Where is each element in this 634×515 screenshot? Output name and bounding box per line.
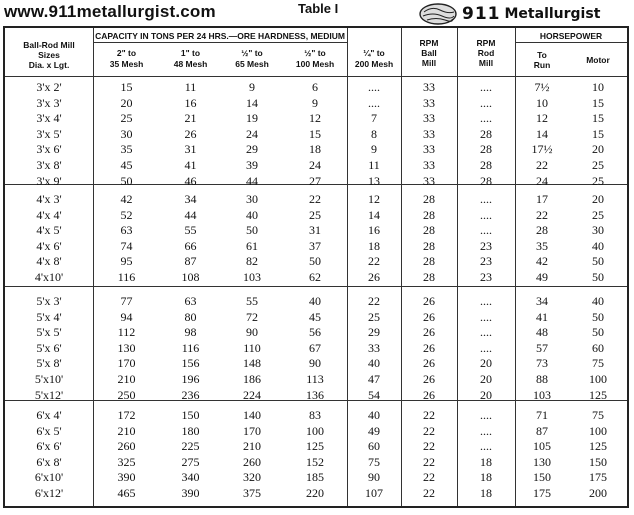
mill-size: 4'x 6' (36, 238, 62, 253)
mill-size: 4'x 4' (36, 207, 62, 222)
mill-size: 4'x 3' (36, 192, 62, 206)
hp-to-run: 87 (536, 423, 548, 438)
hp-to-run: 24 (536, 173, 548, 188)
table-title: Table I (298, 1, 339, 16)
capacity-48-mesh: 108 (181, 270, 200, 284)
mesh-header-line2: 35 Mesh (109, 59, 144, 69)
capacity-200-mesh: .... (368, 80, 380, 94)
mill-size: 6'x 8' (36, 454, 62, 469)
horsepower-header: HORSEPOWER (539, 31, 603, 41)
hp-to-run: 7½ (534, 80, 550, 94)
rpm-ball-mill: 28 (423, 223, 435, 238)
hp-to-run: 42 (536, 254, 548, 269)
capacity-65-mesh: 40 (246, 207, 258, 222)
capacity-65-mesh: 170 (243, 423, 261, 438)
rpm-ball-mill: 33 (423, 126, 435, 141)
capacity-100-mesh: 125 (306, 439, 324, 454)
mesh-header-line1: ½" to (304, 48, 326, 58)
rpm-rod-mill: .... (480, 192, 492, 206)
rpm-rod-mill: .... (480, 309, 492, 324)
hp-to-run: 150 (533, 470, 551, 485)
capacity-35-mesh: 15 (120, 80, 133, 94)
rpm-rod-mill: 28 (480, 158, 492, 172)
capacity-table (3, 26, 629, 508)
hp-motor: 125 (589, 439, 607, 454)
mesh-header-line2: 200 Mesh (354, 59, 394, 69)
hp-motor: 50 (592, 270, 604, 284)
capacity-65-mesh: 24 (246, 126, 258, 141)
capacity-200-mesh: 26 (368, 270, 380, 284)
capacity-35-mesh: 260 (117, 439, 136, 454)
capacity-200-mesh: 107 (365, 486, 383, 500)
capacity-100-mesh: 90 (309, 356, 321, 371)
capacity-35-mesh: 77 (120, 294, 133, 308)
capacity-100-mesh: 83 (309, 408, 321, 422)
hp-motor: 40 (592, 294, 604, 308)
mesh-header-line2: 48 Mesh (173, 59, 208, 69)
hp-to-run: 17 (536, 192, 548, 206)
capacity-48-mesh: 16 (184, 95, 197, 110)
capacity-200-mesh: 60 (368, 439, 380, 454)
capacity-65-mesh: 103 (243, 270, 261, 284)
rpm-ball-mill: 28 (423, 254, 435, 269)
capacity-100-mesh: 67 (309, 340, 321, 355)
capacity-200-mesh: 18 (368, 238, 380, 253)
rpm-ball-mill: 22 (423, 454, 435, 469)
rpm-ball-mill: 26 (423, 309, 435, 324)
hp-motor: 75 (592, 408, 604, 422)
capacity-100-mesh: 27 (309, 173, 321, 188)
rpm-ball-mill: 33 (423, 111, 435, 126)
capacity-35-mesh: 172 (117, 408, 136, 422)
hp-to-run: 57 (536, 340, 548, 355)
horsepower-header-rule (515, 42, 627, 43)
capacity-100-mesh: 56 (309, 325, 321, 340)
capacity-35-mesh: 325 (117, 454, 136, 469)
mill-size: 4'x 8' (36, 254, 62, 269)
rpm-ball-mill: 33 (423, 142, 435, 157)
capacity-65-mesh: 30 (246, 192, 258, 206)
hp-motor: 175 (589, 470, 607, 485)
capacity-100-mesh: 100 (306, 423, 324, 438)
capacity-65-mesh: 224 (243, 387, 261, 402)
mesh-header-line2: 100 Mesh (295, 59, 335, 69)
capacity-35-mesh: 30 (120, 126, 133, 141)
hp-motor: 50 (592, 254, 604, 269)
capacity-48-mesh: 21 (184, 111, 197, 126)
rpm-ball-header: Ball (421, 48, 437, 58)
hp-motor: 20 (592, 142, 604, 157)
rpm-rod-mill: 18 (480, 470, 492, 485)
capacity-48-mesh: 26 (184, 126, 197, 141)
hp-motor: 125 (589, 387, 607, 402)
capacity-header-rule (93, 42, 347, 43)
hp-motor: 100 (589, 423, 607, 438)
group-divider (5, 286, 627, 287)
capacity-200-mesh: 54 (368, 387, 380, 402)
rpm-rod-header: Rod (477, 48, 495, 58)
hp-to-run: 35 (536, 238, 548, 253)
rpm-rod-mill: 28 (480, 173, 492, 188)
mill-size: 6'x 4' (36, 408, 62, 422)
capacity-48-mesh: 116 (181, 340, 200, 355)
mill-size: 5'x 5' (36, 325, 62, 340)
capacity-65-mesh: 14 (246, 95, 258, 110)
capacity-200-mesh: 7 (371, 111, 377, 126)
capacity-48-mesh: 390 (181, 486, 200, 500)
capacity-200-mesh: 13 (368, 173, 380, 188)
capacity-35-mesh: 50 (120, 173, 133, 188)
rpm-ball-mill: 26 (423, 372, 435, 386)
rpm-rod-mill: .... (480, 325, 492, 340)
rpm-ball-mill: 33 (423, 158, 435, 172)
capacity-35-mesh: 25 (120, 111, 133, 126)
rpm-rod-header: RPM (476, 38, 496, 48)
hp-to-run: 17½ (531, 142, 553, 157)
capacity-48-mesh: 66 (184, 238, 197, 253)
capacity-65-mesh: 260 (243, 454, 261, 469)
hp-to-run: 22 (536, 207, 548, 222)
capacity-35-mesh: 94 (120, 309, 133, 324)
rpm-ball-mill: 33 (423, 80, 435, 94)
hp-motor: 10 (592, 80, 604, 94)
capacity-65-mesh: 210 (243, 439, 261, 454)
capacity-200-mesh: 40 (368, 408, 380, 422)
capacity-48-mesh: 196 (181, 372, 200, 386)
rpm-ball-mill: 26 (423, 325, 435, 340)
rpm-ball-mill: 26 (423, 340, 435, 355)
capacity-200-mesh: 40 (368, 356, 380, 371)
hp-motor: 30 (592, 223, 604, 238)
capacity-48-mesh: 180 (181, 423, 200, 438)
mill-size: 3'x 5' (36, 126, 62, 141)
mill-size: 5'x 4' (36, 309, 62, 324)
capacity-200-mesh: 11 (368, 158, 380, 172)
capacity-48-mesh: 44 (184, 207, 197, 222)
capacity-200-mesh: 22 (368, 254, 380, 269)
capacity-100-mesh: 22 (309, 192, 321, 206)
hp-motor: 15 (592, 95, 604, 110)
hp-motor: 150 (589, 454, 607, 469)
rpm-rod-header: Mill (478, 58, 494, 68)
rpm-ball-mill: 26 (423, 387, 435, 402)
hp-to-run: 175 (533, 486, 551, 500)
rpm-rod-mill: 18 (480, 486, 492, 500)
capacity-100-mesh: 18 (309, 142, 321, 157)
capacity-65-mesh: 19 (246, 111, 258, 126)
mill-size: 6'x 6' (36, 439, 62, 454)
mill-size: 3'x 9' (36, 173, 62, 188)
mill-size: 3'x 3' (36, 95, 62, 110)
brand-name: Metallurgist (504, 6, 601, 22)
capacity-48-mesh: 80 (184, 309, 197, 324)
hp-to-run: 105 (533, 439, 551, 454)
hp-motor: 60 (592, 340, 604, 355)
mill-size: 6'x10' (34, 470, 64, 485)
hp-to-run: 73 (536, 356, 548, 371)
ore-rock-icon (418, 2, 458, 26)
mesh-header-line1: ½" to (241, 48, 263, 58)
hp-to-run: 71 (536, 408, 548, 422)
mill-size: 4'x10' (34, 270, 64, 284)
rpm-rod-mill: .... (480, 439, 492, 454)
mesh-header-line2: 65 Mesh (235, 59, 269, 69)
capacity-200-mesh: 14 (368, 207, 380, 222)
rpm-rod-mill: .... (480, 408, 492, 422)
capacity-100-mesh: 37 (309, 238, 321, 253)
rpm-ball-mill: 28 (423, 207, 435, 222)
capacity-35-mesh: 52 (120, 207, 133, 222)
hp-motor: 50 (592, 309, 604, 324)
rpm-ball-mill: 28 (423, 238, 435, 253)
capacity-35-mesh: 130 (117, 340, 136, 355)
hp-to-run: 88 (536, 372, 548, 386)
rpm-rod-mill: .... (480, 95, 492, 110)
rpm-rod-mill: 28 (480, 126, 492, 141)
hp-motor: 20 (592, 192, 604, 206)
mill-size: 5'x10' (34, 372, 64, 386)
capacity-65-mesh: 320 (243, 470, 261, 485)
website-url: www.911metallurgist.com (4, 2, 216, 21)
rpm-rod-mill: 20 (480, 372, 492, 386)
capacity-48-mesh: 156 (181, 356, 200, 371)
mill-size: 3'x 2' (36, 80, 62, 94)
mill-size: 5'x 8' (36, 356, 62, 371)
rpm-rod-mill: 23 (480, 270, 492, 284)
rpm-ball-mill: 22 (423, 423, 435, 438)
mesh-header-line1: ¼" to (363, 48, 385, 58)
capacity-100-mesh: 220 (306, 486, 324, 500)
capacity-65-mesh: 55 (246, 294, 258, 308)
capacity-48-mesh: 340 (181, 470, 200, 485)
capacity-200-mesh: .... (368, 95, 380, 110)
capacity-100-mesh: 12 (309, 111, 321, 126)
rpm-ball-header: Mill (421, 58, 437, 68)
hp-to-run-header: To (537, 50, 547, 60)
capacity-100-mesh: 6 (312, 80, 318, 94)
hp-to-run: 48 (536, 325, 548, 340)
capacity-200-mesh: 90 (368, 470, 380, 485)
rpm-rod-mill: .... (480, 340, 492, 355)
capacity-48-mesh: 63 (184, 294, 197, 308)
capacity-48-mesh: 225 (181, 439, 200, 454)
rpm-ball-mill: 26 (423, 356, 435, 371)
capacity-200-mesh: 12 (368, 192, 380, 206)
rpm-rod-mill: 28 (480, 142, 492, 157)
capacity-65-mesh: 44 (246, 173, 258, 188)
hp-to-run: 10 (536, 95, 548, 110)
hp-motor: 40 (592, 238, 604, 253)
capacity-65-mesh: 50 (246, 223, 258, 238)
capacity-200-mesh: 75 (368, 454, 380, 469)
capacity-100-mesh: 31 (309, 223, 321, 238)
hp-motor: 200 (589, 486, 607, 500)
hp-to-run: 41 (536, 309, 548, 324)
capacity-48-mesh: 34 (184, 192, 197, 206)
capacity-200-mesh: 33 (368, 340, 380, 355)
hp-motor: 25 (592, 207, 604, 222)
capacity-35-mesh: 35 (120, 142, 133, 157)
capacity-100-mesh: 40 (309, 294, 321, 308)
capacity-48-mesh: 236 (181, 387, 200, 402)
mill-size: 5'x 3' (36, 294, 62, 308)
capacity-65-mesh: 9 (249, 80, 255, 94)
size-header-line3: Dia. x Lgt. (28, 60, 70, 70)
hp-to-run: 12 (536, 111, 548, 126)
hp-motor: 25 (592, 158, 604, 172)
hp-motor: 25 (592, 173, 604, 188)
hp-to-run-header: Run (533, 60, 551, 70)
capacity-65-mesh: 148 (243, 356, 261, 371)
hp-to-run: 14 (536, 126, 548, 141)
hp-to-run: 28 (536, 223, 548, 238)
rpm-ball-header: RPM (419, 38, 439, 48)
capacity-48-mesh: 87 (184, 254, 197, 269)
rpm-rod-mill: 23 (480, 238, 492, 253)
capacity-100-mesh: 152 (306, 454, 324, 469)
capacity-100-mesh: 62 (309, 270, 321, 284)
hp-motor: 75 (592, 356, 604, 371)
capacity-48-mesh: 275 (181, 454, 200, 469)
rpm-ball-mill: 28 (423, 192, 435, 206)
hp-motor: 15 (592, 126, 604, 141)
mill-size: 4'x 5' (36, 223, 62, 238)
capacity-65-mesh: 375 (243, 486, 261, 500)
capacity-35-mesh: 116 (117, 270, 136, 284)
rpm-ball-mill: 33 (423, 95, 435, 110)
rpm-rod-mill: 20 (480, 387, 492, 402)
capacity-35-mesh: 210 (117, 423, 136, 438)
capacity-100-mesh: 9 (312, 95, 318, 110)
rpm-rod-mill: .... (480, 423, 492, 438)
capacity-35-mesh: 74 (120, 238, 133, 253)
hp-to-run: 49 (536, 270, 548, 284)
rpm-rod-mill: .... (480, 80, 492, 94)
rpm-ball-mill: 26 (423, 294, 435, 308)
hp-motor-header: Motor (586, 55, 610, 65)
rpm-rod-mill: .... (480, 207, 492, 222)
size-header-line2: Sizes (38, 50, 60, 60)
hp-to-run: 130 (533, 454, 551, 469)
capacity-65-mesh: 72 (246, 309, 258, 324)
capacity-header: CAPACITY IN TONS PER 24 HRS.—ORE HARDNESS, MEDIUM (95, 31, 345, 41)
capacity-48-mesh: 98 (184, 325, 197, 340)
capacity-200-mesh: 49 (368, 423, 380, 438)
capacity-35-mesh: 45 (120, 158, 133, 172)
capacity-200-mesh: 47 (368, 372, 380, 386)
capacity-48-mesh: 46 (184, 173, 197, 188)
capacity-35-mesh: 112 (117, 325, 136, 340)
capacity-35-mesh: 250 (117, 387, 136, 402)
capacity-100-mesh: 50 (309, 254, 321, 269)
mill-size: 3'x 4' (36, 111, 62, 126)
capacity-200-mesh: 8 (371, 126, 377, 141)
capacity-65-mesh: 82 (246, 254, 258, 269)
header-rule (5, 76, 627, 77)
rpm-rod-mill: 23 (480, 254, 492, 269)
mill-size: 6'x 5' (36, 423, 62, 438)
mill-size: 3'x 8' (36, 158, 62, 172)
hp-to-run: 22 (536, 158, 548, 172)
brand-logo (418, 2, 600, 26)
capacity-65-mesh: 29 (246, 142, 258, 157)
rpm-rod-mill: .... (480, 294, 492, 308)
capacity-100-mesh: 24 (309, 158, 321, 172)
capacity-100-mesh: 113 (306, 372, 324, 386)
capacity-35-mesh: 95 (120, 254, 133, 269)
capacity-35-mesh: 63 (120, 223, 133, 238)
mesh-header-line1: 1" to (180, 48, 201, 58)
rpm-ball-mill: 22 (423, 470, 435, 485)
capacity-35-mesh: 42 (120, 192, 133, 206)
capacity-48-mesh: 150 (181, 408, 200, 422)
capacity-200-mesh: 9 (371, 142, 377, 157)
capacity-65-mesh: 39 (246, 158, 258, 172)
capacity-48-mesh: 55 (184, 223, 197, 238)
capacity-200-mesh: 25 (368, 309, 380, 324)
capacity-100-mesh: 15 (309, 126, 321, 141)
rpm-ball-mill: 22 (423, 486, 435, 500)
mesh-header-line1: 2" to (116, 48, 137, 58)
capacity-200-mesh: 29 (368, 325, 380, 340)
hp-motor: 100 (589, 372, 607, 386)
rpm-rod-mill: 20 (480, 356, 492, 371)
capacity-100-mesh: 185 (306, 470, 324, 485)
capacity-48-mesh: 41 (184, 158, 197, 172)
capacity-65-mesh: 90 (246, 325, 258, 340)
hp-to-run: 103 (533, 387, 551, 402)
rpm-ball-mill: 33 (423, 173, 435, 188)
mill-size: 5'x12' (34, 387, 64, 402)
hp-motor: 50 (592, 325, 604, 340)
capacity-100-mesh: 25 (309, 207, 321, 222)
capacity-100-mesh: 45 (309, 309, 321, 324)
rpm-ball-mill: 22 (423, 408, 435, 422)
rpm-ball-mill: 22 (423, 439, 435, 454)
capacity-100-mesh: 136 (306, 387, 324, 402)
capacity-200-mesh: 16 (368, 223, 380, 238)
capacity-65-mesh: 61 (246, 238, 258, 253)
mill-size: 3'x 6' (36, 142, 62, 157)
size-header-line1: Ball-Rod Mill (23, 40, 75, 50)
capacity-35-mesh: 170 (117, 356, 136, 371)
capacity-65-mesh: 140 (243, 408, 261, 422)
capacity-35-mesh: 465 (117, 486, 136, 500)
capacity-65-mesh: 186 (243, 372, 261, 386)
capacity-200-mesh: 22 (368, 294, 380, 308)
rpm-rod-mill: 18 (480, 454, 492, 469)
capacity-48-mesh: 11 (184, 80, 197, 94)
hp-motor: 15 (592, 111, 604, 126)
hp-to-run: 34 (536, 294, 548, 308)
mill-size: 5'x 6' (36, 340, 62, 355)
capacity-35-mesh: 20 (120, 95, 133, 110)
rpm-rod-mill: .... (480, 223, 492, 238)
capacity-35-mesh: 390 (117, 470, 136, 485)
brand-number: 911 (462, 4, 501, 24)
rpm-ball-mill: 28 (423, 270, 435, 284)
capacity-65-mesh: 110 (243, 340, 261, 355)
capacity-48-mesh: 31 (184, 142, 197, 157)
mill-size: 6'x12' (34, 486, 64, 500)
capacity-35-mesh: 210 (117, 372, 136, 386)
rpm-rod-mill: .... (480, 111, 492, 126)
